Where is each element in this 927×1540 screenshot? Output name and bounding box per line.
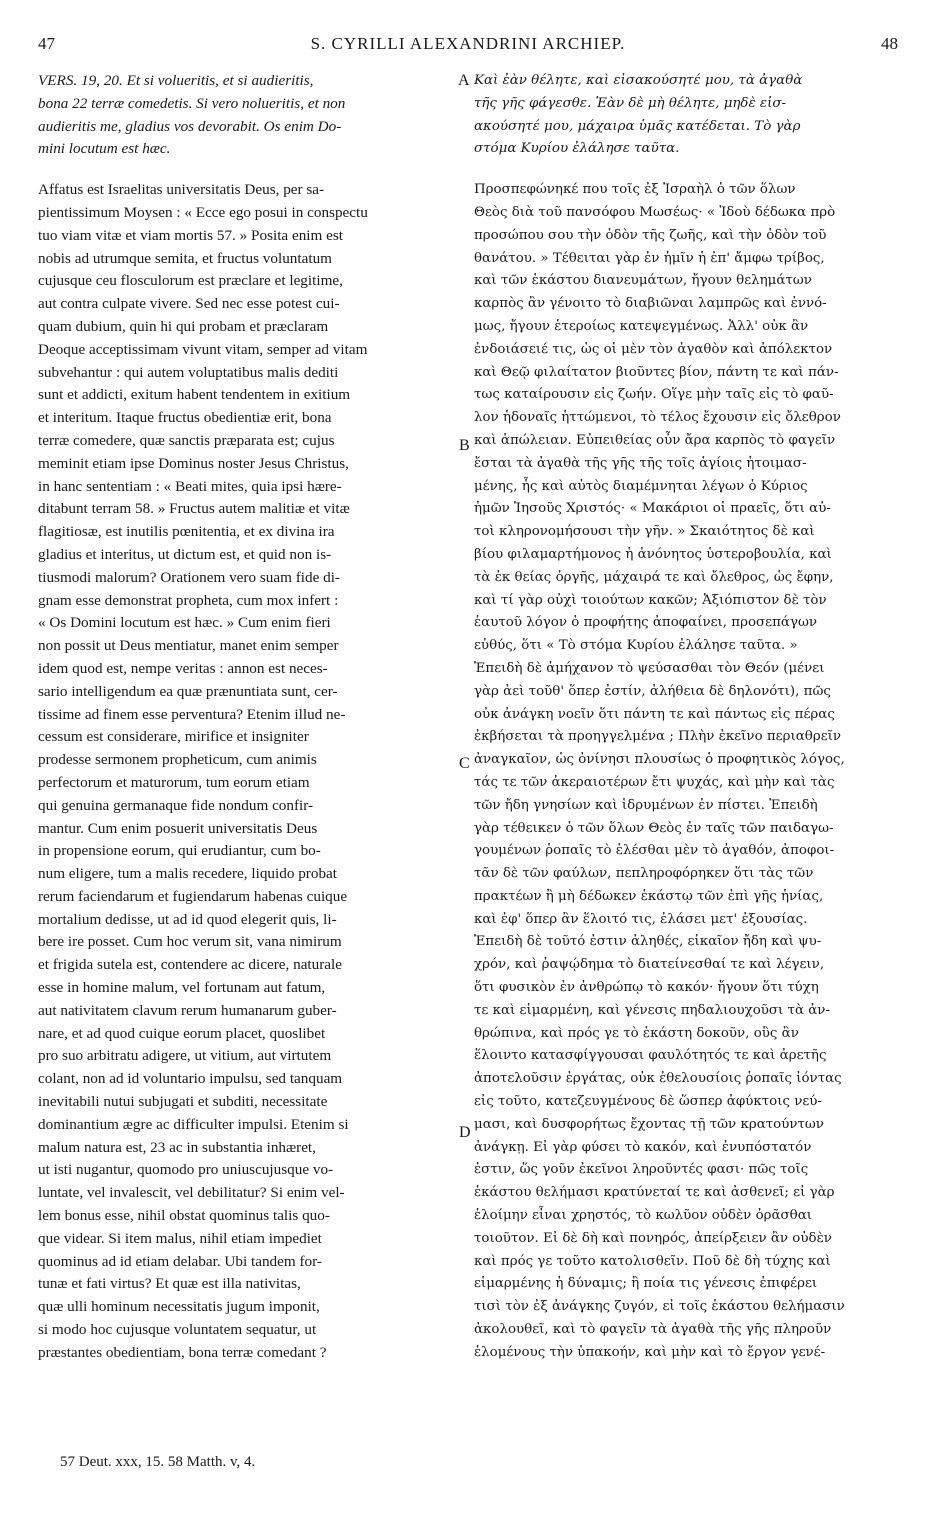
greek-text-line: ἐκβήσεται τὰ προηγγελμένα ; Πλὴν ἐκεῖνο περιαθρεῖν [474, 729, 842, 745]
latin-lemma-line: mini locutum est hæc. [38, 140, 171, 158]
greek-text-line: Προσπεφώνηκέ που τοῖς ἐξ Ἰσραὴλ ὁ τῶν ὅλων [474, 182, 796, 198]
latin-text-line: ut isti nugantur, quomodo pro uniuscujusque vo- [38, 1161, 334, 1179]
greek-text-line: ἐνδοιάσειέ τις, ὡς οἱ μὲν τὸν ἀγαθὸν καὶ ἀπόλεκτον [474, 341, 833, 357]
latin-text-line: perfectorum et maturorum, tum eorum etiam [38, 773, 310, 791]
greek-text-line: γουμένων ῥοπαῖς τὸ ἑλέσθαι μὲν τὸ ἀγαθόν, ἀποφοι- [474, 843, 835, 859]
greek-text-line: ἐστιν, ὥς γοῦν ἐκεῖνοι ληροῦντές φασι· πῶς τοῖς [474, 1162, 809, 1178]
greek-lemma-line: Καὶ ἐὰν θέλητε, καὶ εἰσακούσητέ μου, τὰ ἀγαθὰ [474, 73, 803, 88]
greek-text-line: εὐθύς, ὅτι « Τὸ στόμα Κυρίου ἐλάλησε ταῦτα. » [474, 638, 798, 654]
greek-column [474, 70, 900, 1420]
latin-text-line: quominus ad id etiam delabar. Ubi tandem for- [38, 1252, 322, 1270]
latin-text-line: ditabunt terram 58. » Fructus autem malitiæ et vitæ [38, 500, 350, 518]
page-number-right: 48 [881, 34, 898, 53]
margin-letter-d: D [459, 1124, 471, 1141]
latin-lemma-line: audieritis me, gladius vos devorabit. Os enim Do- [38, 117, 342, 135]
greek-text-line: ἕλοιντο κατασφίγγουσαι φαυλότητός τε καὶ ἀρετῆς [474, 1048, 827, 1064]
latin-text-line: cujusque ceu flosculorum est præclare et legitime, [38, 272, 343, 290]
latin-text-line: Affatus est Israelitas universitatis Deus, per sa- [38, 181, 325, 199]
greek-text-line: θανάτου. » Τέθειται γὰρ ἐν ἡμῖν ἡ ἐπ' ἄμφω τρίβος, [474, 250, 825, 266]
latin-text-line: luntate, vel invalescit, vel debilitatur? Si enim vel- [38, 1184, 345, 1202]
latin-text-line: non possit ut Deus mentiatur, manet enim semper [38, 637, 339, 655]
latin-text-line: nare, et ad quod cuique eorum placet, quoslibet [38, 1024, 326, 1042]
margin-letter-b: B [459, 437, 470, 454]
greek-lemma-line: ακούσητέ μου, μάχαιρα ὑμᾶς κατέδεται. Τὸ γὰρ [474, 118, 801, 134]
latin-text-line: tuo viam vitæ et viam mortis 57. » Posita enim est [38, 226, 343, 244]
running-title: S. CYRILLI ALEXANDRINI ARCHIEP. [310, 34, 626, 53]
greek-text-line: ἀποτελοῦσιν ἐργάτας, οὐκ ἐθελουσίοις ῥοπαῖς ἰόντας [474, 1071, 842, 1087]
greek-text-line: ἡμῶν Ἰησοῦς Χριστός· « Μακάριοι οἱ πραεῖς, ὅτι αὐ- [474, 501, 831, 517]
greek-text-line: πρακτέων ἢ μὴ δέδωκεν ἑκάστῳ τῶν ἐπὶ γῆς ἡνίας, [474, 888, 824, 904]
greek-text-line: ἀνάγκῃ. Εἰ γὰρ φύσει τὸ κακόν, καὶ ἐνυπόστατόν [474, 1139, 812, 1155]
latin-text-line: idem quod est, nempe veritas : annon est neces- [38, 659, 328, 677]
greek-text-line: τάς τε τῶν ἀκεραιοτέρων ἔτι ψυχάς, καὶ μὴν καὶ τὰς [474, 774, 835, 790]
greek-lemma-line: τῆς γῆς φάγεσθε. Ἐὰν δὲ μὴ θέλητε, μηδὲ εἰσ- [474, 95, 787, 111]
latin-text-line: nobis ad utrumque semita, et fructus voluntatum [38, 249, 332, 267]
greek-text-line: τοὶ κληρονομήσουσι τὴν γῆν. » Σκαιότητος δὲ καὶ [474, 524, 815, 540]
latin-text-line: gladius et interitus, ut dictum est, et quid non is- [38, 545, 332, 563]
greek-text-line: ἔσται τὰ ἀγαθὰ τῆς γῆς τῆς τοῖς ἁγίοις ἡτοιμασ- [474, 455, 807, 471]
greek-text-line: Θεὸς διὰ τοῦ πανσόφου Μωσέως· « Ἰδοὺ δέδωκα πρὸ [474, 204, 836, 220]
latin-text-line: gnam esse demonstrat propheta, cum mox infert : [38, 591, 339, 609]
latin-text-line: mantur. Cum enim posuerit universitatis Deus [38, 819, 318, 837]
greek-text-line: ὅτι φυσικὸν ἐν ἀνθρώπῳ τὸ κακόν· ἤγουν ὅτι τύχη [474, 980, 819, 996]
latin-text-line: bere ire posset. Cum hoc verum sit, vana nimirum [38, 933, 342, 951]
greek-text-line: γὰρ τέθεικεν ὁ τῶν ὅλων Θεὸς ἐν ταῖς τῶν παιδαγω- [474, 820, 834, 836]
latin-text-line: malum natura est, 23 ac in substantia inhæret, [38, 1138, 316, 1156]
page-number-left: 47 [38, 34, 55, 53]
greek-text-line: ἑλομένους τὴν ὑπακοήν, καὶ μὴν καὶ τὸ ἔργον γενέ- [474, 1344, 826, 1360]
greek-text-line: ἑαυτοῦ λόγον ὁ προφήτης ἀποφαίνει, προσεπάγων [474, 615, 818, 631]
latin-text-line: sunt et addicti, exitum habent tendentem in exitium [38, 386, 351, 404]
latin-text-line: rerum faciendarum et fugiendarum habenas cuique [38, 887, 348, 905]
greek-body [474, 179, 900, 1364]
latin-text-line: terræ comedere, quæ sanctis præparata est; cujus [38, 431, 335, 449]
margin-letter-c: C [459, 755, 470, 772]
greek-text-line: τὰ ἐκ θείας ὀργῆς, μάχαιρά τε καὶ ὄλεθρος, ὡς ἔφην, [474, 569, 834, 585]
latin-lemma-line: bona 22 terræ comedetis. Si vero nolueritis, et non [38, 94, 346, 112]
greek-text-line: ἑλοίμην εἶναι χρηστός, τὸ κωλῦον οὐδὲν ὁρᾶσθαι [474, 1208, 813, 1224]
latin-text-line: flagitiosæ, est inutilis pœnitentia, et ex divina ira [38, 523, 335, 541]
greek-text-line: βίου φιλαμαρτήμονος ἡ ἀνόνητος ὑστεροβουλία, καὶ [474, 546, 832, 562]
greek-text-line: Ἐπειδὴ δὲ ἀμήχανον τὸ ψεύσασθαι τὸν Θεόν (μένει [474, 660, 825, 676]
greek-lemma-line: στόμα Κυρίου ἐλάλησε ταῦτα. [474, 141, 680, 157]
latin-text-line: colant, non ad id voluntario impulsu, sed tanquam [38, 1070, 343, 1088]
greek-text-line: ἑκάστου θελήμασι κρατύνεταί τε καὶ ἀσθενεῖ; εἰ γὰρ [474, 1185, 835, 1201]
greek-text-line: μασι, καὶ δυσφορήτως ἔχοντας τῇ τῶν κρατούντων [474, 1116, 824, 1132]
latin-text-line: pro suo arbitratu adigere, ut vitium, aut virtutem [38, 1047, 332, 1065]
latin-text-line: esse in homine malum, vel fortunam aut fatum, [38, 979, 326, 997]
latin-text-line: lem bonus esse, nihil obstat quominus talis quo- [38, 1207, 330, 1225]
greek-text-line: τε καὶ εἱμαρμένη, καὶ γένεσις πηδαλιουχοῦσι τὰ ἀν- [474, 1002, 830, 1018]
latin-text-line: tiusmodi malorum? Orationem vero suam fide di- [38, 568, 340, 586]
greek-text-line: καὶ τῶν ἑκάστου διανευμάτων, ἤγουν θελημάτων [474, 273, 812, 289]
latin-text-line: Deoque acceptissimam vivunt vitam, semper ad vitam [38, 340, 368, 358]
greek-text-line: καρπὸς ἂν γένοιτο τὸ διαβιῶναι λαμπρῶς καὶ ἐννό- [474, 296, 827, 312]
latin-text-line: præstantes obedientiam, bona terræ comedant ? [38, 1343, 327, 1361]
latin-body [38, 179, 454, 1364]
greek-text-line: ἀκολουθεῖ, καὶ τὸ φαγεῖν τὰ ἀγαθὰ τῆς γῆς πληροῦν [474, 1322, 832, 1338]
latin-text-line: aut nativitatem clavum rerum humanarum guber- [38, 1001, 337, 1019]
latin-text-line: quam dubium, quin hi qui probam et præclaram [38, 317, 329, 335]
latin-text-line: si modo hoc cujusque voluntatem sequatur, ut [38, 1321, 317, 1339]
footnotes: 57 Deut. xxx, 15. 58 Matth. v, 4. [60, 1454, 256, 1470]
latin-text-line: que videar. Si item malus, nihil etiam impediet [38, 1229, 322, 1247]
latin-text-line: dominantium ægre ac difficulter impulsi. Etenim si [38, 1115, 349, 1133]
latin-text-line: inevitabili nutui subjugati et subditi, necessitate [38, 1093, 328, 1111]
greek-text-line: προσώπου σου τὴν ὁδὸν τῆς ζωῆς, καὶ τὴν ὁδὸν τοῦ [474, 227, 827, 243]
latin-text-line: et frigida sutela est, contendere ac dicere, naturale [38, 956, 343, 974]
greek-text-line: καὶ Θεῷ φιλαίτατον βιοῦντες βίον, πάντη τε καὶ πάν- [474, 364, 839, 380]
latin-lemma-line: VERS. 19, 20. Et si volueritis, et si audieritis, [38, 72, 314, 89]
greek-text-line: τως καταίρουσιν εἰς ζωήν. Οἵγε μὴν ταῖς εἰς τὸ φαῦ- [474, 387, 834, 403]
greek-text-line: μως, ἤγουν ἑτεροίως κατεψεγμένως. Ἀλλ' οὐκ ἂν [474, 318, 809, 334]
greek-text-line: καὶ πρός γε τοῦτο κατολισθεῖν. Ποῦ δὲ δὴ τύχης καὶ [474, 1253, 831, 1269]
running-header [38, 34, 898, 62]
greek-text-line: τᾶν δὲ τῶν φαύλων, πεπληροφόρηκεν ὅτι τὰς τῶν [474, 866, 814, 882]
latin-text-line: meminit etiam ipse Dominus noster Jesus Christus, [38, 454, 349, 472]
latin-text-line: qui genuina germanaque fide nondum confir- [38, 796, 314, 814]
greek-text-line: Ἐπειδὴ δὲ τοῦτό ἐστιν ἀληθές, εἰκαῖον ἤδη καὶ ψυ- [474, 934, 822, 950]
greek-text-line: λον ἡδοναῖς ἡττώμενοι, τὸ τέλος ἔχουσιν εἰς ὄλεθρον [474, 410, 841, 426]
greek-text-line: ἀναγκαῖον, ὡς ὀνίνησι πλουσίως ὁ προφητικὸς λόγος, [474, 752, 845, 768]
latin-text-line: in propensione eorum, qui erudiantur, cum bo- [38, 842, 321, 860]
greek-text-line: τῶν ἤδη γνησίων καὶ ἱδρυμένων ἐν πίστει. Ἐπειδὴ [474, 797, 818, 813]
latin-column [38, 70, 454, 1420]
greek-text-line: μένης, ἧς καὶ αὐτὸς διαμέμνηται λέγων ὁ Κύριος [474, 478, 808, 494]
latin-text-line: tissime ad finem esse perventura? Etenim illud ne- [38, 705, 346, 723]
greek-text-line: καὶ ἐφ' ὅπερ ἂν ἕλοιτό τις, ἐλάσει μετ' ἐξουσίας. [474, 911, 808, 927]
latin-text-line: pientissimum Moysen : « Ecce ego posui in conspectu [38, 203, 368, 221]
greek-text-line: τοιοῦτον. Εἰ δὲ δὴ καὶ πονηρός, ἀπείρξειεν ἂν οὐδὲν [474, 1230, 832, 1246]
latin-text-line: mortalium dedisse, ut ad id quod elegerit quis, li- [38, 910, 337, 928]
greek-text-line: γὰρ ἀεὶ τοῦθ' ὅπερ ἐστίν, ἀλήθεια δὲ δηλονότι), πῶς [474, 683, 831, 699]
greek-text-line: θρώπινα, καὶ πρός γε τὸ ἑκάστη δοκοῦν, οὓς ἂν [474, 1025, 799, 1041]
greek-text-line: καὶ τί γὰρ οὐχὶ τοιούτων κακῶν; Ἀξιόπιστον δὲ τὸν [474, 592, 827, 608]
latin-text-line: prodesse sermonem propheticum, cum animis [38, 751, 317, 769]
margin-letter-a: A [458, 72, 470, 89]
latin-text-line: cessum est considerare, mirifice et insigniter [38, 728, 309, 746]
greek-text-line: τισὶ τὸν ἐξ ἀνάγκης ζυγόν, εἰ τοῖς ἑκάστου θελήμασιν [474, 1299, 845, 1315]
latin-lemma [38, 70, 454, 161]
latin-text-line: in hanc sententiam : « Beati mites, quia ipsi hære- [38, 477, 342, 495]
latin-text-line: « Os Domini locutum est hæc. » Cum enim fieri [38, 614, 331, 632]
latin-text-line: aut contra culpate vivere. Sed nec esse potest cui- [38, 295, 340, 313]
latin-text-line: subvehantur : qui autem voluptatibus malis dediti [38, 363, 339, 381]
greek-text-line: εἱμαρμένης ἡ δύναμις; ἢ ποία τις γένεσις ἐπιφέρει [474, 1276, 818, 1292]
greek-text-line: καὶ ἀπώλειαν. Εὐπειθείας οὖν ἄρα καρπὸς τὸ φαγεῖν [474, 432, 836, 448]
latin-text-line: tunæ et fati virtus? Et quæ est illa nativitas, [38, 1275, 301, 1293]
greek-text-line: οὐκ ἀνάγκη νοεῖν ὅτι πάντη τε καὶ πάντως εἰς πέρας [474, 706, 835, 722]
latin-text-line: sario intelligendum ea quæ prænuntiata sunt, cer- [38, 682, 338, 700]
latin-text-line: num eligere, tum a malis recedere, liquido probat [38, 865, 338, 883]
greek-text-line: εἰς τοῦτο, κατεζευγμένους δὲ ὥσπερ ἀφύκτοις νεύ- [474, 1094, 822, 1110]
greek-text-line: χρόν, καὶ ῥαψῴδημα τὸ διατείνεσθαί τε καὶ λέγειν, [474, 957, 825, 973]
latin-text-line: et interitum. Itaque fructus obedientiæ erit, bona [38, 409, 332, 427]
greek-lemma [474, 70, 900, 161]
latin-text-line: quæ ulli hominum necessitatis jugum imponit, [38, 1298, 320, 1316]
